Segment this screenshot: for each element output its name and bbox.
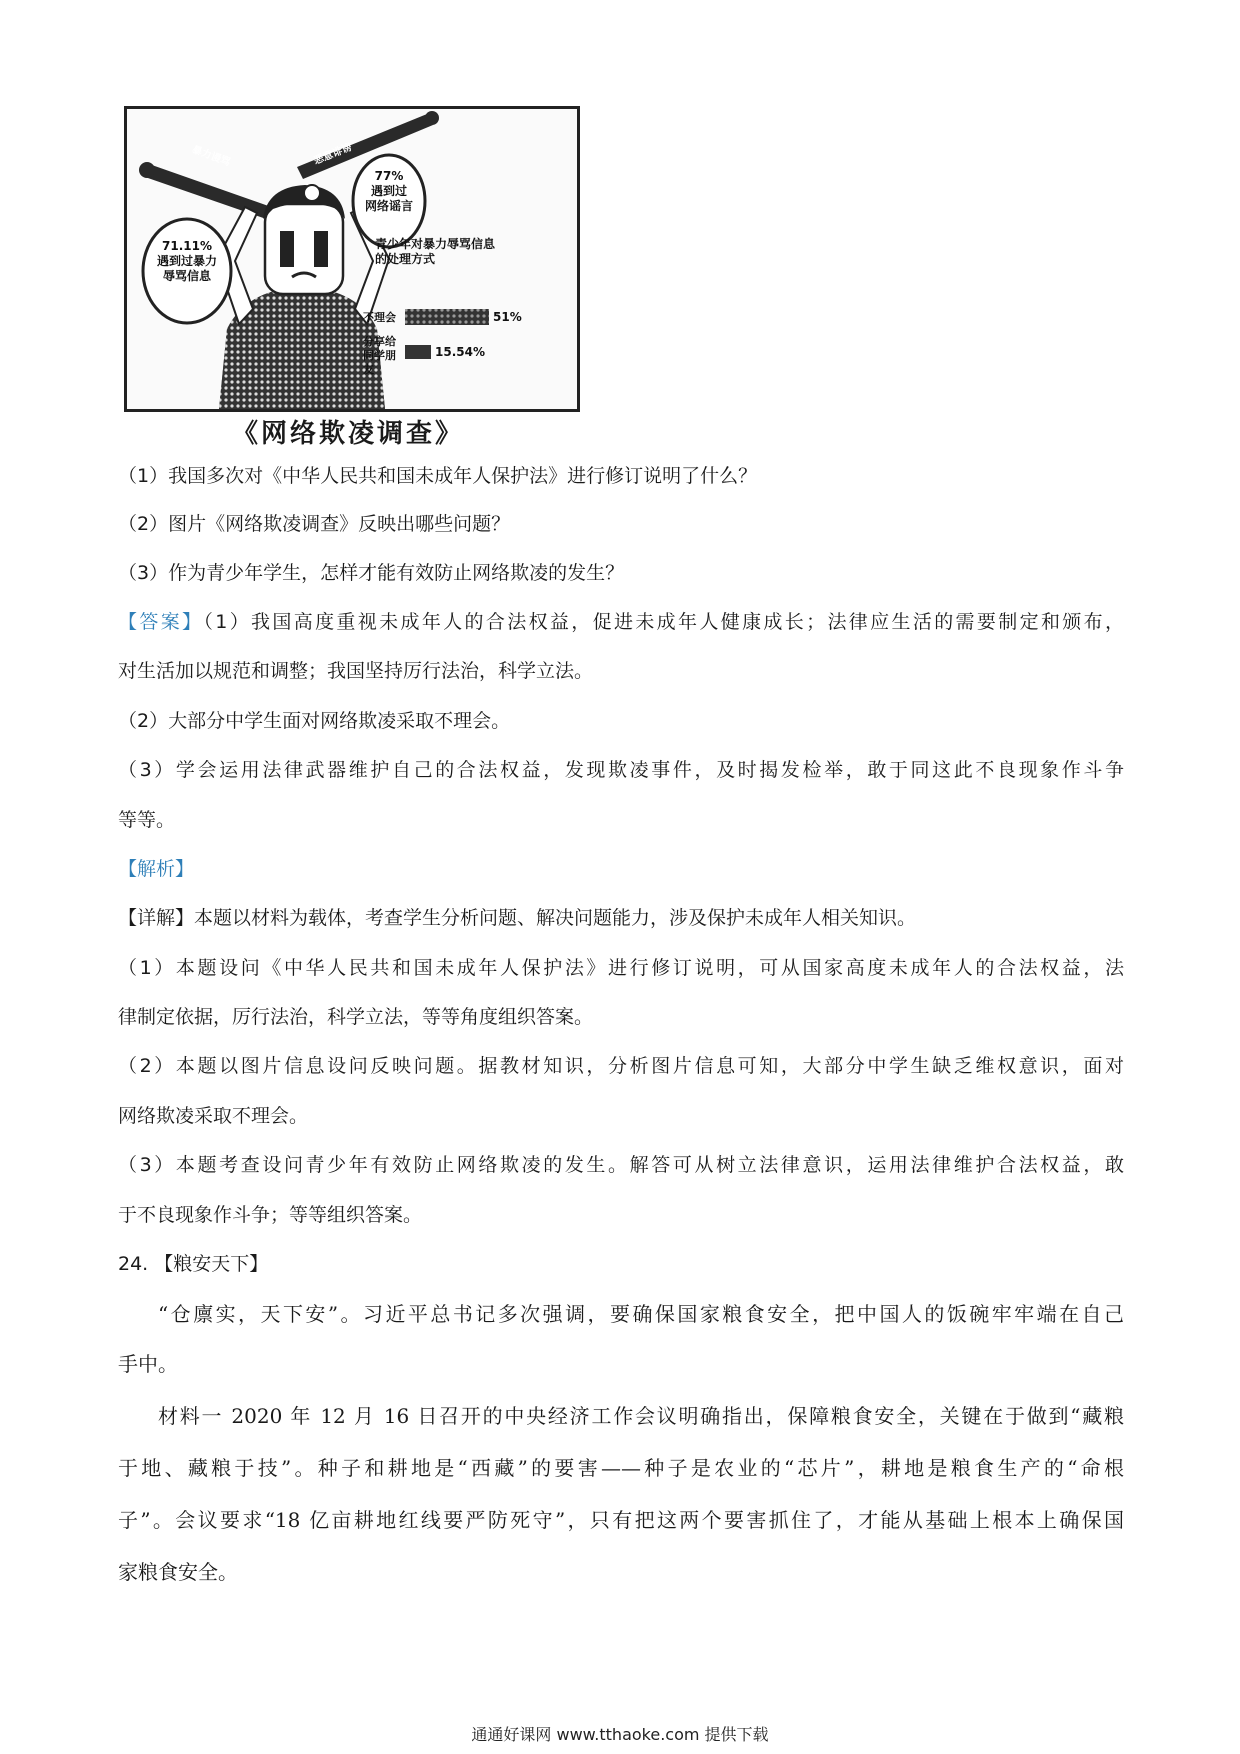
answer-2: （2）大部分中学生面对网络欺凌采取不理会。 xyxy=(118,710,511,732)
left-circle-text: 71.11% 遇到过暴力 辱骂信息 xyxy=(156,239,217,283)
cyberbullying-survey-figure xyxy=(124,106,580,412)
question-3: （3）作为青少年学生，怎样才能有效防止网络欺凌的发生？ xyxy=(118,562,625,584)
analysis-3-line-1: （3）本题考查设问青少年有效防止网络欺凌的发生。解答可从树立法律意识，运用法律维护合法权益，敢 xyxy=(118,1154,1124,1176)
answer-1-line-1: 【答案】（1）我国高度重视未成年人的合法权益，促进未成年人健康成长；法律应生活的需要制定和颁布， xyxy=(118,611,1124,633)
bar-label-share: 分享给 同学朋友 xyxy=(363,335,396,376)
analysis-1-line-1: （1）本题设问《中华人民共和国未成年人保护法》进行修订说明，可从国家高度未成年人的合法权益，法 xyxy=(118,957,1124,979)
face-shape xyxy=(265,204,343,294)
material-1-line-3: 子”。会议要求“18 亿亩耕地红线要严防死守”，只有把这两个要害抓住了，才能从基础上根本上确保国 xyxy=(118,1508,1124,1532)
question-2: （2）图片《网络欺凌调查》反映出哪些问题？ xyxy=(118,513,511,535)
answer-3-line-1: （3）学会运用法律武器维护自己的合法权益，发现欺凌事件，及时揭发检举，敢于同这此不良现象作斗争 xyxy=(118,759,1124,781)
right-bat-label: 恶意诽谤 xyxy=(312,141,354,168)
q24-intro-line-2: 手中。 xyxy=(118,1352,178,1376)
left-bat-label: 暴力谩骂 xyxy=(190,144,232,169)
material-1-line-1: 材料一 2020 年 12 月 16 日召开的中央经济工作会议明确指出，保障粮食安全，关键在于做到“藏粮 xyxy=(158,1404,1124,1428)
analysis-2-line-2: 网络欺凌采取不理会。 xyxy=(118,1105,309,1127)
analysis-2-line-1: （2）本题以图片信息设问反映问题。据教材知识，分析图片信息可知，大部分中学生缺乏维权意识，面对 xyxy=(118,1055,1124,1077)
figure-caption: 《网络欺凌调查》 xyxy=(232,419,465,449)
material-1-line-4: 家粮食安全。 xyxy=(118,1560,238,1584)
question-1: （1）我国多次对《中华人民共和国未成年人保护法》进行修订说明了什么？ xyxy=(118,465,758,487)
answer-3-line-2: 等等。 xyxy=(118,809,176,831)
right-circle-text: 77% 遇到过 网络谣言 xyxy=(364,169,413,213)
answer-tag: 【答案】 xyxy=(118,611,204,633)
bar-label-ignore: 不理会 xyxy=(363,311,396,324)
analysis-3-line-2: 于不良现象作斗争；等等组织答案。 xyxy=(118,1204,423,1226)
page-footer: 通通好课网 www.tthaoke.com 提供下载 xyxy=(471,1725,769,1744)
answer-1-line-2: 对生活加以规范和调整；我国坚持厉行法治，科学立法。 xyxy=(118,660,594,682)
chart-title: 青少年对暴力辱骂信息 的处理方式 xyxy=(375,237,496,266)
analysis-tag: 【解析】 xyxy=(118,858,195,880)
bar-share xyxy=(405,345,431,359)
q24-intro-line-1: “仓廪实，天下安”。习近平总书记多次强调，要确保国家粮食安全，把中国人的饭碗牢牢端在自己 xyxy=(158,1302,1124,1326)
material-1-line-2: 于地、藏粮于技”。种子和耕地是“西藏”的要害——种子是农业的“芯片”，耕地是粮食生产的“命根 xyxy=(118,1456,1124,1480)
analysis-detail: 【详解】本题以材料为载体，考查学生分析问题、解决问题能力，涉及保护未成年人相关知识。 xyxy=(118,907,917,929)
bar-value-ignore: 51% xyxy=(493,310,522,324)
question-24-heading: 24. 【粮安天下】 xyxy=(118,1253,269,1275)
analysis-1-line-2: 律制定依据，厉行法治，科学立法，等等角度组织答案。 xyxy=(118,1006,594,1028)
bar-value-share: 15.54% xyxy=(435,345,485,359)
